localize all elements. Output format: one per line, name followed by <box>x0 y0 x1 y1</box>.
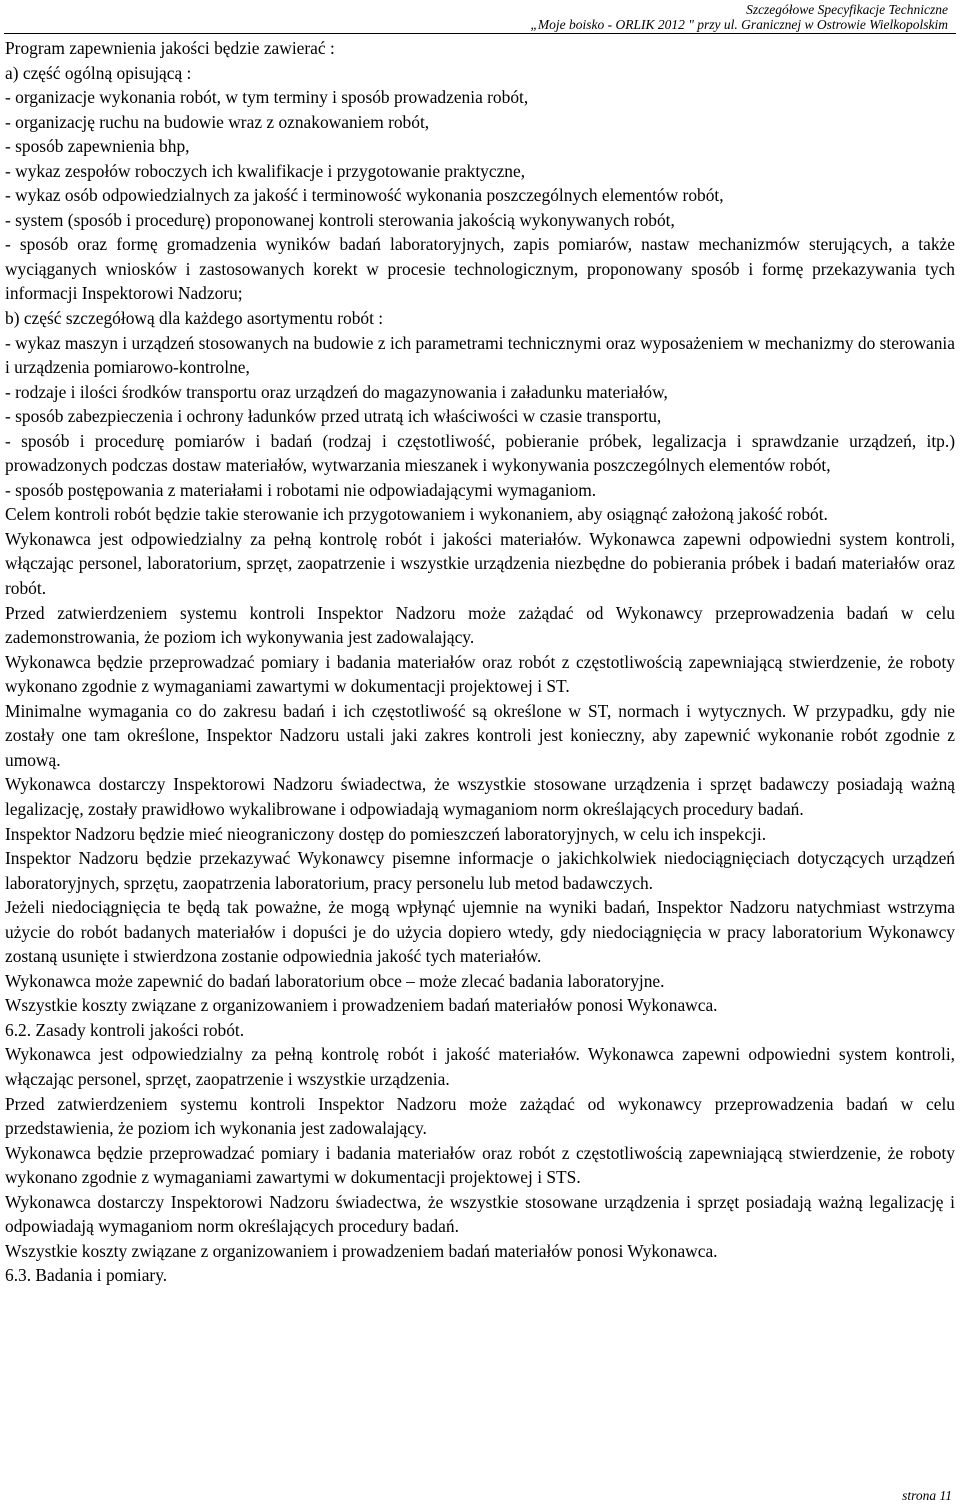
paragraph: Wykonawca dostarczy Inspektorowi Nadzoru świadectwa, że wszystkie stosowane urządzenia i sprzęt badawczy posiadają ważną legalizację, zostały prawidłowo wykalibrowane i odpowiadają wymaganiom norm określających procedury badań. <box>5 774 955 819</box>
header-title: Szczegółowe Specyfikacje Techniczne <box>746 2 948 17</box>
paragraph: Inspektor Nadzoru będzie przekazywać Wykonawcy pisemne informacje o jakichkolwiek niedociągnięciach dotyczących urządzeń laboratoryjnych, sprzętu, zaopatrzenia laboratorium, pracy personelu lub metod badawczych. <box>5 848 955 893</box>
paragraph: Wykonawca jest odpowiedzialny za pełną kontrolę robót i jakość materiałów. Wykonawca zapewni odpowiedni system kontroli, włączając personel, sprzęt, zaopatrzenie i wszystkie urządzenia. <box>5 1044 955 1089</box>
paragraph: Wszystkie koszty związane z organizowaniem i prowadzeniem badań materiałów ponosi Wykonawca. <box>5 995 718 1016</box>
paragraph: Wykonawca może zapewnić do badań laboratorium obce – może zlecać badania laboratoryjne. <box>5 970 665 991</box>
page-number: strona 11 <box>902 1488 952 1503</box>
header-subtitle: „Moje boisko - ORLIK 2012 " przy ul. Granicznej w Ostrowie Wielkopolskim <box>530 17 948 32</box>
list-item: - organizacje wykonania robót, w tym terminy i sposób prowadzenia robót, <box>5 87 529 108</box>
paragraph: Minimalne wymagania co do zakresu badań i ich częstotliwość są określone w ST, normach i wytycznych. W przypadku, gdy nie zostały one tam określone, Inspektor Nadzoru ustali jaki zakres kontroli jest konieczny, aby zapewnić wykonanie robót zgodnie z umową. <box>5 700 955 770</box>
paragraph: Wykonawca jest odpowiedzialny za pełną kontrolę robót i jakości materiałów. Wykonawca zapewni odpowiedni system kontroli, włączając personel, laboratorium, sprzęt, zaopatrzenie i wszystkie urządzenia niezbędne do pobierania próbek i badań materiałów oraz robót. <box>5 528 955 599</box>
list-item: - sposób oraz formę gromadzenia wyników badań laboratoryjnych, zapis pomiarów, nastaw mechanizmów sterujących, a także wyciąganych wniosków i zastosowanych korekt w procesie technologicznym, proponowany sposób i formę przekazywania tych informacji Inspektorowi Nadzoru; <box>5 234 955 304</box>
paragraph: Wykonawca będzie przeprowadzać pomiary i badania materiałów oraz robót z częstotliwością zapewniającą stwierdzenie, że roboty wykonano zgodnie z wymaganiami zawartymi w dokumentacji projektowej i STS. <box>5 1142 955 1188</box>
list-item: - wykaz maszyn i urządzeń stosowanych na budowie z ich parametrami technicznymi oraz wyposażeniem w mechanizmy do sterowania i urządzenia pomiarowo-kontrolne, <box>5 332 955 378</box>
list-item: - sposób i procedurę pomiarów i badań (rodzaj i częstotliwość, pobieranie próbek, legalizacja i sprawdzanie urządzeń, itp.) prowadzonych podczas dostaw materiałów, wytwarzania mieszanek i wykonywania poszczególnych elementów robót, <box>5 430 955 476</box>
paragraph: Wszystkie koszty związane z organizowaniem i prowadzeniem badań materiałów ponosi Wykonawca. <box>5 1240 718 1261</box>
list-item: - organizację ruchu na budowie wraz z oznakowaniem robót, <box>5 111 430 132</box>
list-item: - wykaz zespołów roboczych ich kwalifikacje i przygotowanie praktyczne, <box>5 160 526 181</box>
section-heading: 6.3. Badania i pomiary. <box>5 1265 168 1286</box>
paragraph: Inspektor Nadzoru będzie mieć nieograniczony dostęp do pomieszczeń laboratoryjnych, w celu ich inspekcji. <box>5 823 767 844</box>
paragraph: Przed zatwierdzeniem systemu kontroli Inspektor Nadzoru może zażądać od Wykonawcy przeprowadzenia badań w celu zademonstrowania, że poziom ich wykonywania jest zadowalający. <box>5 602 955 648</box>
paragraph: Wykonawca dostarczy Inspektorowi Nadzoru świadectwa, że wszystkie stosowane urządzenia i sprzęt posiadają ważną legalizację i odpowiadają wymaganiom norm określających procedury badań. <box>5 1191 955 1237</box>
paragraph: Przed zatwierdzeniem systemu kontroli Inspektor Nadzoru może zażądać od wykonawcy przeprowadzenia badań w celu przedstawienia, że poziom ich wykonania jest zadowalający. <box>5 1093 955 1139</box>
list-item: - sposób zabezpieczenia i ochrony ładunków przed utratą ich właściwości w czasie transportu, <box>5 406 662 427</box>
header-divider <box>4 33 956 34</box>
list-item: - sposób zapewnienia bhp, <box>5 136 190 157</box>
list-item: - wykaz osób odpowiedzialnych za jakość i terminowość wykonania poszczególnych elementów robót, <box>5 185 724 206</box>
paragraph: a) część ogólną opisującą : <box>5 62 192 83</box>
paragraph: Celem kontroli robót będzie takie sterowanie ich przygotowaniem i wykonaniem, aby osiągnąć założoną jakość robót. <box>5 504 828 525</box>
paragraph: b) część szczegółową dla każdego asortymentu robót : <box>5 308 384 329</box>
list-item: - rodzaje i ilości środków transportu oraz urządzeń do magazynowania i załadunku materiałów, <box>5 381 668 402</box>
page-header <box>0 0 960 34</box>
paragraph: Jeżeli niedociągnięcia te będą tak poważne, że mogą wpłynąć ujemnie na wyniki badań, Inspektor Nadzoru natychmiast wstrzyma użycie do robót badanych materiałów i dopuści je do użycia dopiero wtedy, gdy niedociągnięcia w pracy laboratorium Wykonawcy zostaną usunięte i stwierdzona zostanie odpowiednia jakość tych materiałów. <box>5 897 955 967</box>
list-item: - system (sposób i procedurę) proponowanej kontroli sterowania jakością wykonywanych robót, <box>5 209 675 230</box>
section-heading: 6.2. Zasady kontroli jakości robót. <box>5 1019 245 1040</box>
paragraph: Program zapewnienia jakości będzie zawierać : <box>5 38 335 58</box>
paragraph: Wykonawca będzie przeprowadzać pomiary i badania materiałów oraz robót z częstotliwością zapewniającą stwierdzenie, że roboty wykonano zgodnie z wymaganiami zawartymi w dokumentacji projektowej i ST. <box>5 651 955 697</box>
document-body <box>5 36 955 1288</box>
list-item: - sposób postępowania z materiałami i robotami nie odpowiadającymi wymaganiom. <box>5 479 597 500</box>
